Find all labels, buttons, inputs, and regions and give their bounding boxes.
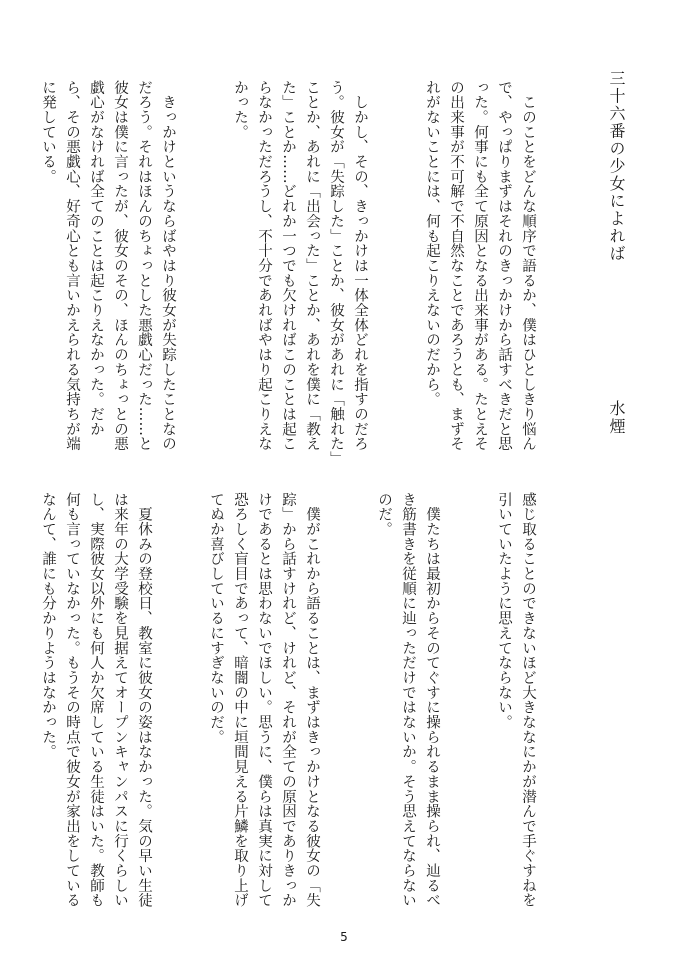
paragraph: きっかけというならばやはり彼女が失踪したことなのだろう。それはほんのちょっとした悪戯心だった……と彼女は僕に言ったが、彼女のその、ほんのちょっとの悪戯心がなければ全てのことは起こりえなかった。だから、その悪戯心、好奇心とも言いかえられる気持ちが端に発している。 <box>40 80 176 452</box>
page-number: 5 <box>340 930 348 944</box>
paragraph: 感じ取ることのできないほど大きななにかが潜んで手ぐすねを引いていたように思えてならない。 <box>496 492 536 908</box>
author-name: 水煙 <box>607 400 626 436</box>
top-text-block <box>40 80 588 465</box>
paragraph: このことをどんな順序で語るか、僕はひとしきり悩んで、やっぱりまずはそれのきっかけから話すべきだと思った。何事にも全て原因となる出来事がある。たとえその出来事が不可解で不自然なことであろうとも、まずそれがないことには、何も起こりえないのだから。 <box>424 80 536 452</box>
paragraph: 夏休みの登校日、教室に彼女の姿はなかった。気の早い生徒は来年の大学受験を見据えてオープンキャンパスに行くらしいし、実際彼女以外にも何人か欠席している生徒はいた。教師も何も言っていなかった。もうその時点で彼女が家出をしているなんて、誰にも分かりようはなかった。 <box>40 492 152 908</box>
story-title: 三十六番の少女によれば <box>607 70 626 263</box>
paragraph: しかし、その、きっかけは一体全体どれを指すのだろう。彼女が「失踪した」ことか、彼女があれに「触れた」ことか、あれに「出会った」ことか、あれを僕に「教えた」ことか……どれか一つでも欠ければこのことは起こらなかっただろうし、不十分であればやはり起こりえなかった。 <box>232 80 368 459</box>
paragraph: 僕がこれから語ることは、まずはきっかけとなる彼女の「失踪」から話すけれど、けれど、それが全ての原因でありきっかけであるとは思わないでほしい。思うに、僕らは真実に対して恐ろしく盲目であって、暗闇の中に垣間見える片鱗を取り上げてぬか喜びしているにすぎないのだ。 <box>208 492 320 908</box>
paragraph: 僕たちは最初からそのてぐすに操られるまま操られ、辿るべき筋書きを従順に辿っただけではないか。そう思えてならないのだ。 <box>376 492 440 908</box>
bottom-text-block <box>40 492 588 912</box>
